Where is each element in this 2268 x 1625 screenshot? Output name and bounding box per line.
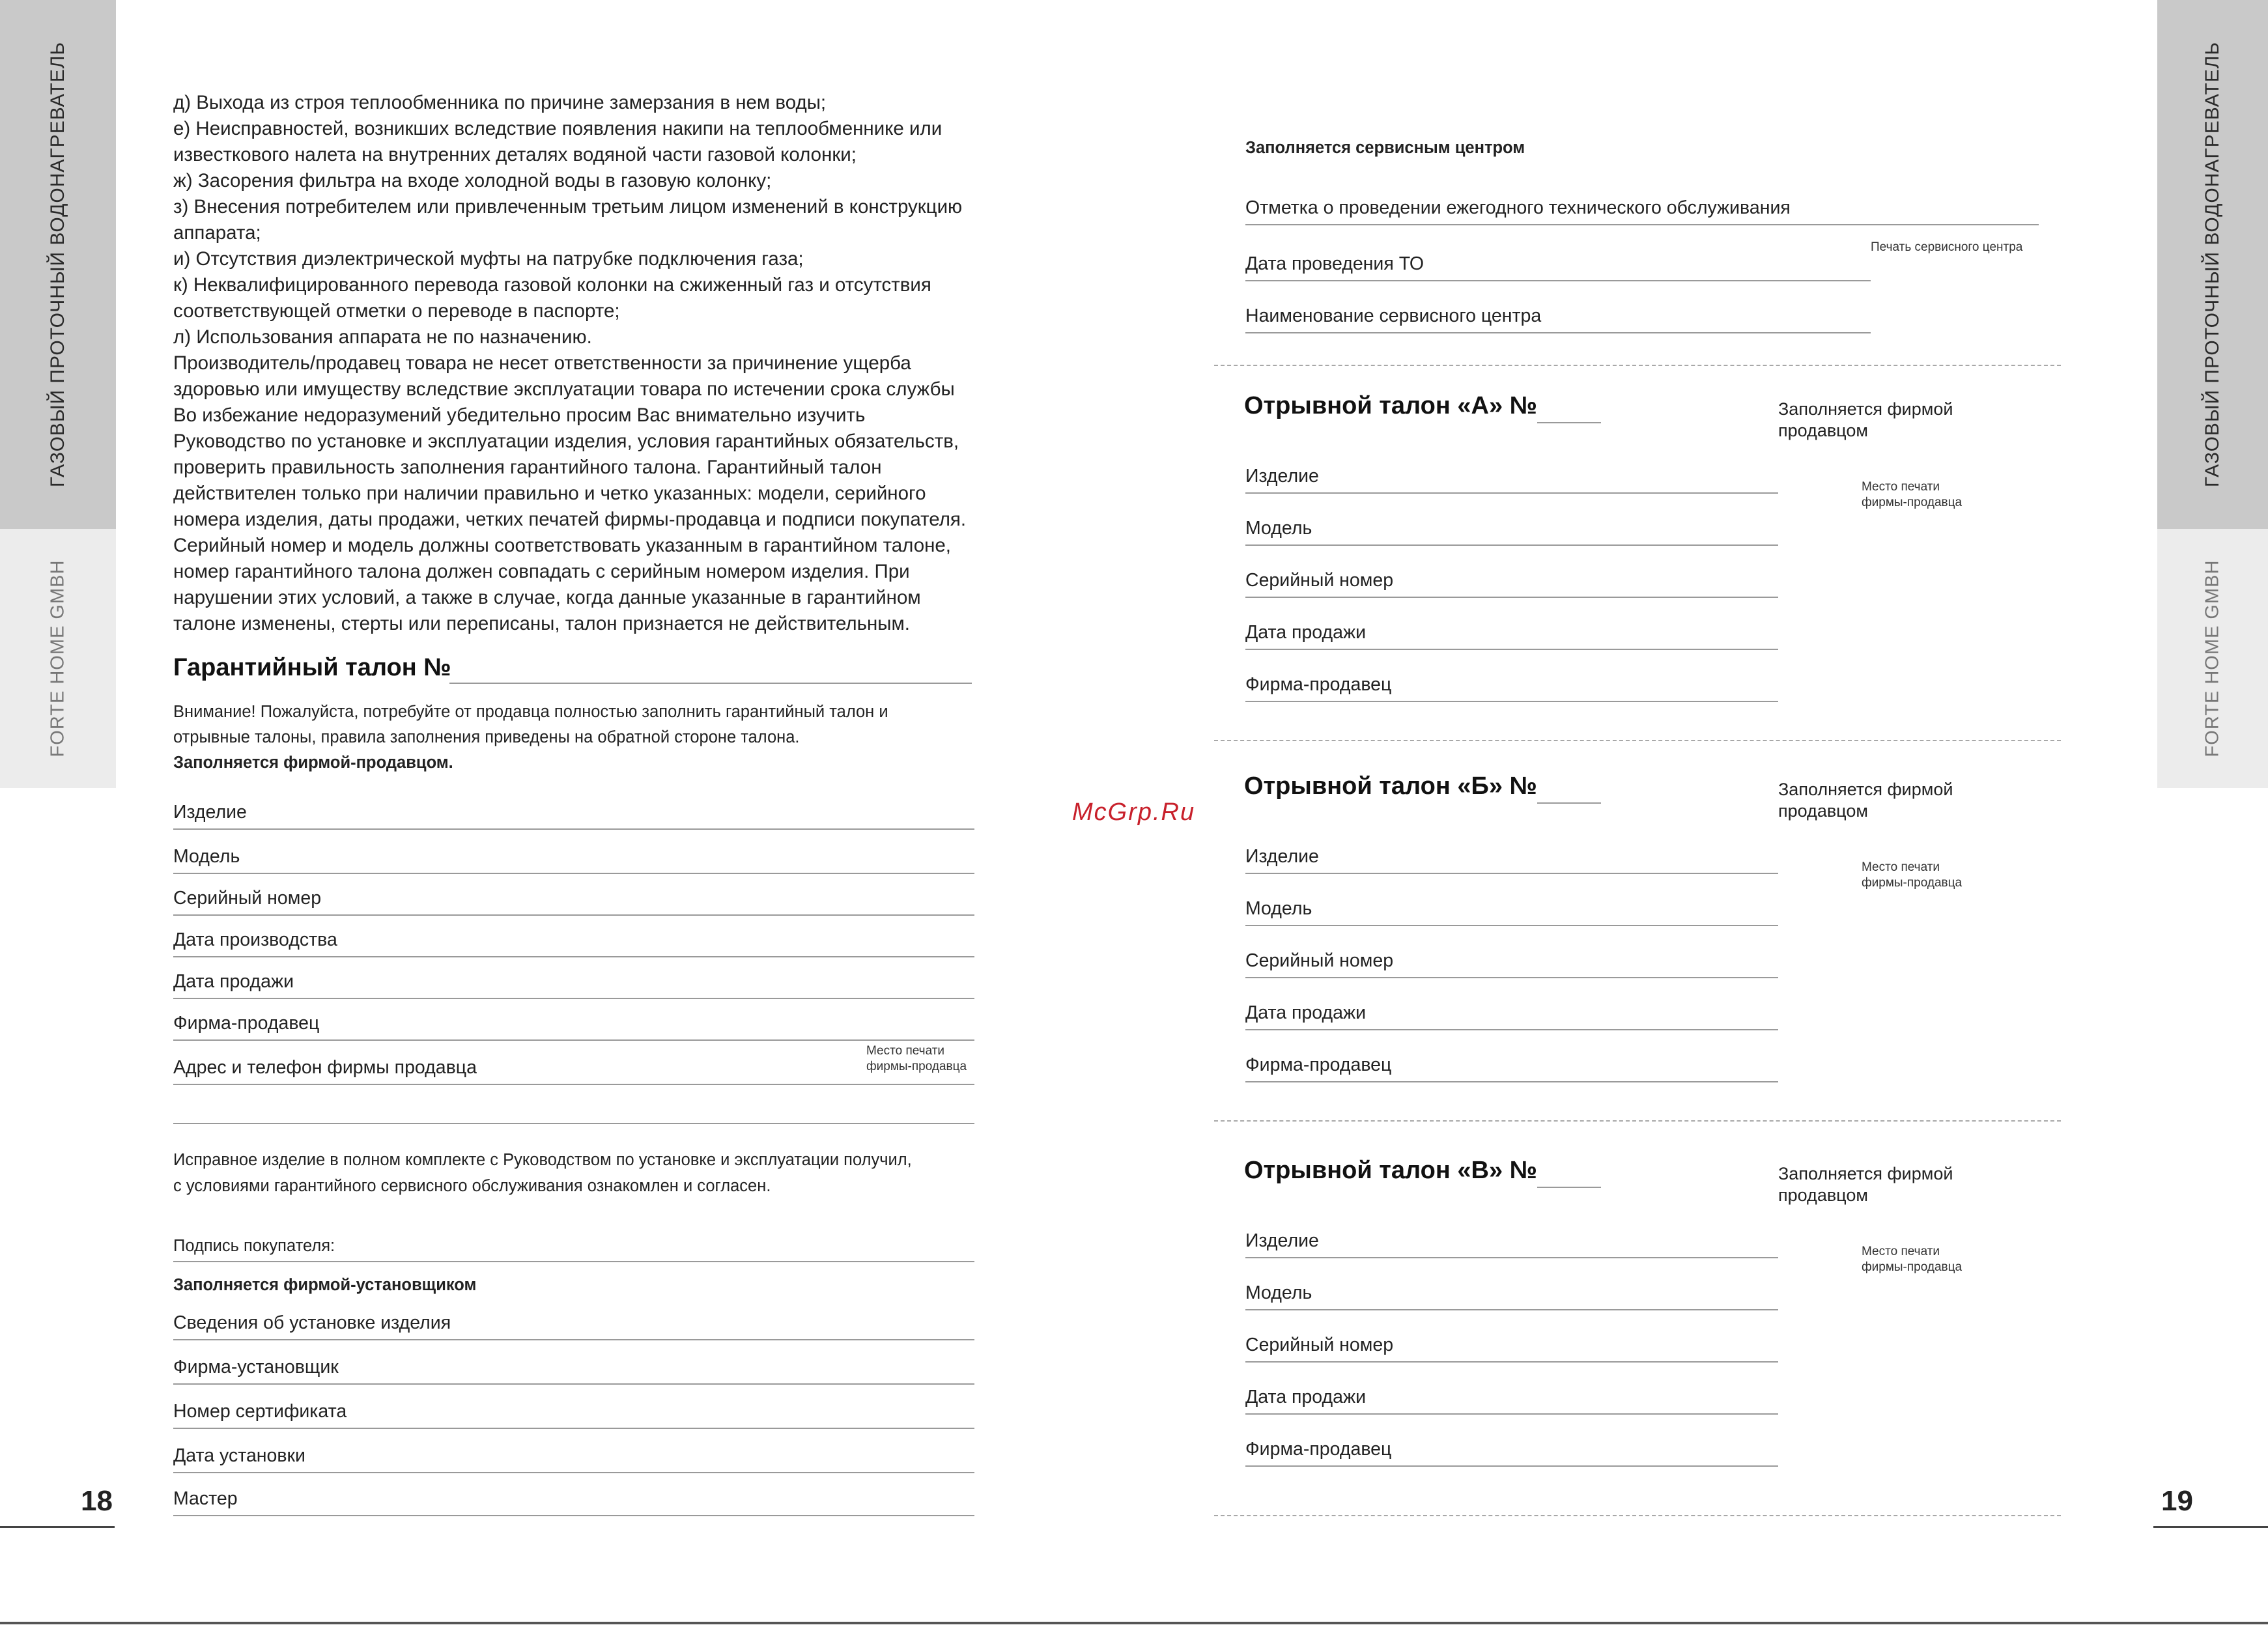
- coupon-b-field-product[interactable]: [1245, 830, 1778, 874]
- right-side-tab-title: [2157, 0, 2268, 529]
- body-line: действителен только при наличии правильно и четко указанных: модели, серийного: [173, 483, 926, 504]
- stamp-line: Место печати: [1862, 860, 1940, 874]
- install-field-date[interactable]: [173, 1433, 974, 1473]
- body-line: номера изделия, даты продажи, четких печатей фирмы-продавца и подписи покупателя.: [173, 509, 967, 530]
- coupon-a-field-product[interactable]: [1245, 449, 1778, 494]
- field-label: Серийный номер: [1245, 570, 1394, 591]
- field-label: Дата продажи: [173, 971, 294, 992]
- coupon-b-stamp-place: [1862, 860, 1962, 891]
- body-line: талоне изменены, стерты или переписаны, талон признается не действительным.: [173, 613, 910, 634]
- field-label: Фирма-установщик: [173, 1357, 339, 1378]
- tear-line: [1214, 365, 2061, 366]
- body-line: Во избежание недоразумений убедительно просим Вас внимательно изучить: [173, 404, 866, 426]
- coupon-v-title: Отрывной талон «В» №: [1244, 1157, 1538, 1184]
- body-line: и) Отсутствия диэлектрической муфты на патрубке подключения газа;: [173, 248, 804, 270]
- warranty-field-seller[interactable]: [173, 998, 974, 1041]
- stamp-line: фирмы-продавца: [866, 1060, 967, 1073]
- stamp-line: фирмы-продавца: [1862, 1260, 1963, 1274]
- service-field-annual[interactable]: [1245, 177, 2039, 225]
- field-label: Отметка о проведении ежегодного технического обслуживания: [1245, 197, 1791, 218]
- field-label: Изделие: [1245, 846, 1319, 867]
- note-line: Заполняется фирмой: [1778, 780, 1953, 799]
- coupon-a-field-sale-date[interactable]: [1245, 606, 1778, 650]
- body-line: к) Неквалифицированного перевода газовой колонки на сжиженный газ и отсутствия: [173, 274, 931, 296]
- field-label: Модель: [1245, 1282, 1312, 1303]
- body-line: Руководство по установке и эксплуатации изделия, условия гарантийных обязательств,: [173, 431, 959, 452]
- page-number-left: 18: [81, 1485, 113, 1517]
- body-line: Производитель/продавец товара не несет ответственности за причинение ущерба: [173, 352, 911, 374]
- field-label: Подпись покупателя:: [173, 1237, 335, 1255]
- field-label: Серийный номер: [173, 888, 322, 909]
- tear-line: [1214, 1120, 2061, 1122]
- note-line: Заполняется фирмой: [1778, 1164, 1953, 1183]
- coupon-a-filled-by-seller: [1778, 399, 1953, 442]
- coupon-v-field-product[interactable]: [1245, 1214, 1778, 1258]
- body-line: аппарата;: [173, 222, 261, 244]
- coupon-a-title: Отрывной талон «А» №: [1244, 392, 1538, 419]
- field-label: Модель: [1245, 898, 1312, 919]
- right-side-tab-brand: [2157, 529, 2268, 788]
- coupon-a-stamp-place: [1862, 479, 1962, 511]
- field-label: Дата продажи: [1245, 622, 1366, 643]
- page-number-right: 19: [2161, 1485, 2193, 1517]
- service-field-center-name[interactable]: [1245, 289, 1871, 333]
- stamp-line: Место печати: [866, 1044, 945, 1058]
- warranty-field-serial[interactable]: [173, 873, 974, 916]
- warranty-conditions-text: [173, 90, 1046, 637]
- install-field-certificate[interactable]: [173, 1389, 974, 1429]
- acceptance-line-2: с условиями гарантийного сервисного обслуживания ознакомлен и согласен.: [173, 1177, 771, 1195]
- coupon-v-field-model[interactable]: [1245, 1266, 1778, 1310]
- coupon-b-field-seller[interactable]: [1245, 1038, 1778, 1082]
- left-side-tab-brand-text: FORTE HOME GMBH: [47, 559, 68, 757]
- right-side-tab-brand-text: FORTE HOME GMBH: [2202, 559, 2223, 757]
- field-label: Серийный номер: [1245, 1335, 1394, 1355]
- stamp-line: Место печати: [1862, 480, 1940, 494]
- warranty-field-model[interactable]: [173, 831, 974, 874]
- filled-by-seller-label: Заполняется фирмой-продавцом.: [173, 754, 453, 772]
- note-line: продавцом: [1778, 421, 1868, 440]
- warranty-title: Гарантийный талон №: [173, 654, 451, 681]
- field-label: Адрес и телефон фирмы продавца: [173, 1057, 477, 1078]
- field-label: Дата продажи: [1245, 1002, 1366, 1023]
- coupon-a-number-field[interactable]: [1537, 395, 1601, 423]
- service-center-header: Заполняется сервисным центром: [1245, 139, 1525, 157]
- page-number-right-rule: [2153, 1526, 2268, 1528]
- tear-line: [1214, 1515, 2061, 1516]
- body-line: е) Неисправностей, возникших вследствие появления накипи на теплообменнике или: [173, 118, 943, 139]
- left-side-tab-title-text: ГАЗОВЫЙ ПРОТОЧНЫЙ ВОДОНАГРЕВАТЕЛЬ: [47, 41, 68, 488]
- stamp-line: фирмы-продавца: [1862, 496, 1963, 509]
- stamp-line: фирмы-продавца: [1862, 876, 1963, 890]
- field-label: Фирма-продавец: [173, 1013, 320, 1034]
- left-side-tab-brand: [0, 529, 116, 788]
- coupon-b-field-sale-date[interactable]: [1245, 986, 1778, 1030]
- note-line: продавцом: [1778, 1185, 1868, 1205]
- field-label: Номер сертификата: [173, 1401, 347, 1422]
- field-label: Дата установки: [173, 1445, 305, 1466]
- field-label: Фирма-продавец: [1245, 1439, 1392, 1460]
- coupon-v-stamp-place: [1862, 1244, 1962, 1275]
- left-side-tab-title: [0, 0, 116, 529]
- body-line: известкового налета на внутренних деталях водяной части газовой колонки;: [173, 144, 857, 165]
- field-label: Фирма-продавец: [1245, 1054, 1392, 1075]
- coupon-b-field-serial[interactable]: [1245, 934, 1778, 978]
- tear-line: [1214, 740, 2061, 741]
- body-line: соответствующей отметки о переводе в паспорте;: [173, 300, 620, 322]
- warranty-field-seller-address[interactable]: [173, 1042, 974, 1085]
- install-field-info[interactable]: [173, 1300, 974, 1340]
- body-line: л) Использования аппарата не по назначению.: [173, 326, 592, 348]
- coupon-v-field-sale-date[interactable]: [1245, 1370, 1778, 1415]
- body-line: ж) Засорения фильтра на входе холодной воды в газовую колонку;: [173, 170, 772, 191]
- field-label: Фирма-продавец: [1245, 674, 1392, 695]
- field-label: Изделие: [1245, 466, 1319, 487]
- coupon-b-title: Отрывной талон «Б» №: [1244, 772, 1537, 800]
- body-line: здоровью или имуществу вследствие эксплуатации товара по истечении срока службы: [173, 378, 955, 400]
- seller-stamp-place: [866, 1043, 967, 1075]
- warranty-notice-line-1: Внимание! Пожалуйста, потребуйте от продавца полностью заполнить гарантийный талон и: [173, 703, 888, 721]
- coupon-a-field-serial[interactable]: [1245, 554, 1778, 598]
- coupon-b-field-model[interactable]: [1245, 882, 1778, 926]
- page-number-left-rule: [0, 1526, 115, 1528]
- service-field-to-date[interactable]: [1245, 237, 1871, 281]
- coupon-v-field-serial[interactable]: [1245, 1318, 1778, 1363]
- field-label: Мастер: [173, 1488, 238, 1509]
- install-field-installer[interactable]: [173, 1344, 974, 1385]
- right-side-tab-title-text: ГАЗОВЫЙ ПРОТОЧНЫЙ ВОДОНАГРЕВАТЕЛЬ: [2202, 41, 2223, 488]
- coupon-v-field-seller[interactable]: [1245, 1422, 1778, 1467]
- body-line: нарушении этих условий, а также в случае, когда данные указанные в гарантийном: [173, 587, 921, 608]
- body-line: з) Внесения потребителем или привлеченным третьим лицом изменений в конструкцию: [173, 196, 963, 218]
- field-label: Изделие: [173, 802, 247, 823]
- field-label: Дата производства: [173, 929, 337, 950]
- warranty-field-seller-address-cont[interactable]: [173, 1084, 974, 1124]
- bottom-rule: [0, 1622, 2268, 1624]
- service-stamp-place: Печать сервисного центра: [1871, 240, 2023, 254]
- warranty-field-sale-date[interactable]: [173, 956, 974, 999]
- acceptance-line-1: Исправное изделие в полном комплекте с Руководством по установке и эксплуатации получил,: [173, 1151, 912, 1169]
- coupon-b-filled-by-seller: [1778, 779, 1953, 822]
- coupon-a-field-model[interactable]: [1245, 502, 1778, 546]
- field-label: Дата продажи: [1245, 1387, 1366, 1407]
- warranty-notice-line-2: отрывные талоны, правила заполнения приведены на обратной стороне талона.: [173, 728, 800, 746]
- warranty-number-field[interactable]: [449, 651, 972, 684]
- field-label: Наименование сервисного центра: [1245, 305, 1542, 326]
- field-label: Сведения об установке изделия: [173, 1312, 451, 1333]
- filled-by-installer-label: Заполняется фирмой-установщиком: [173, 1276, 477, 1294]
- note-line: Заполняется фирмой: [1778, 399, 1953, 419]
- warranty-field-production-date[interactable]: [173, 914, 974, 957]
- field-label: Модель: [1245, 518, 1312, 539]
- body-line: д) Выхода из строя теплообменника по причине замерзания в нем воды;: [173, 92, 827, 113]
- body-line: номер гарантийного талона должен совпадать с серийным номером изделия. При: [173, 561, 910, 582]
- coupon-b-number-field[interactable]: [1537, 775, 1601, 804]
- buyer-signature-field[interactable]: [173, 1224, 974, 1262]
- field-label: Модель: [173, 846, 240, 867]
- field-label: Серийный номер: [1245, 950, 1394, 971]
- install-field-master[interactable]: [173, 1475, 974, 1516]
- field-label: Дата проведения ТО: [1245, 253, 1424, 274]
- stamp-line: Место печати: [1862, 1245, 1940, 1258]
- warranty-field-product[interactable]: [173, 787, 974, 830]
- coupon-a-field-seller[interactable]: [1245, 658, 1778, 702]
- field-label: Изделие: [1245, 1230, 1319, 1251]
- coupon-v-number-field[interactable]: [1537, 1159, 1601, 1188]
- body-line: Серийный номер и модель должны соответствовать указанным в гарантийном талоне,: [173, 535, 952, 556]
- note-line: продавцом: [1778, 801, 1868, 821]
- watermark: McGrp.Ru: [1072, 798, 1196, 826]
- body-line: проверить правильность заполнения гарантийного талона. Гарантийный талон: [173, 457, 882, 478]
- coupon-v-filled-by-seller: [1778, 1163, 1953, 1206]
